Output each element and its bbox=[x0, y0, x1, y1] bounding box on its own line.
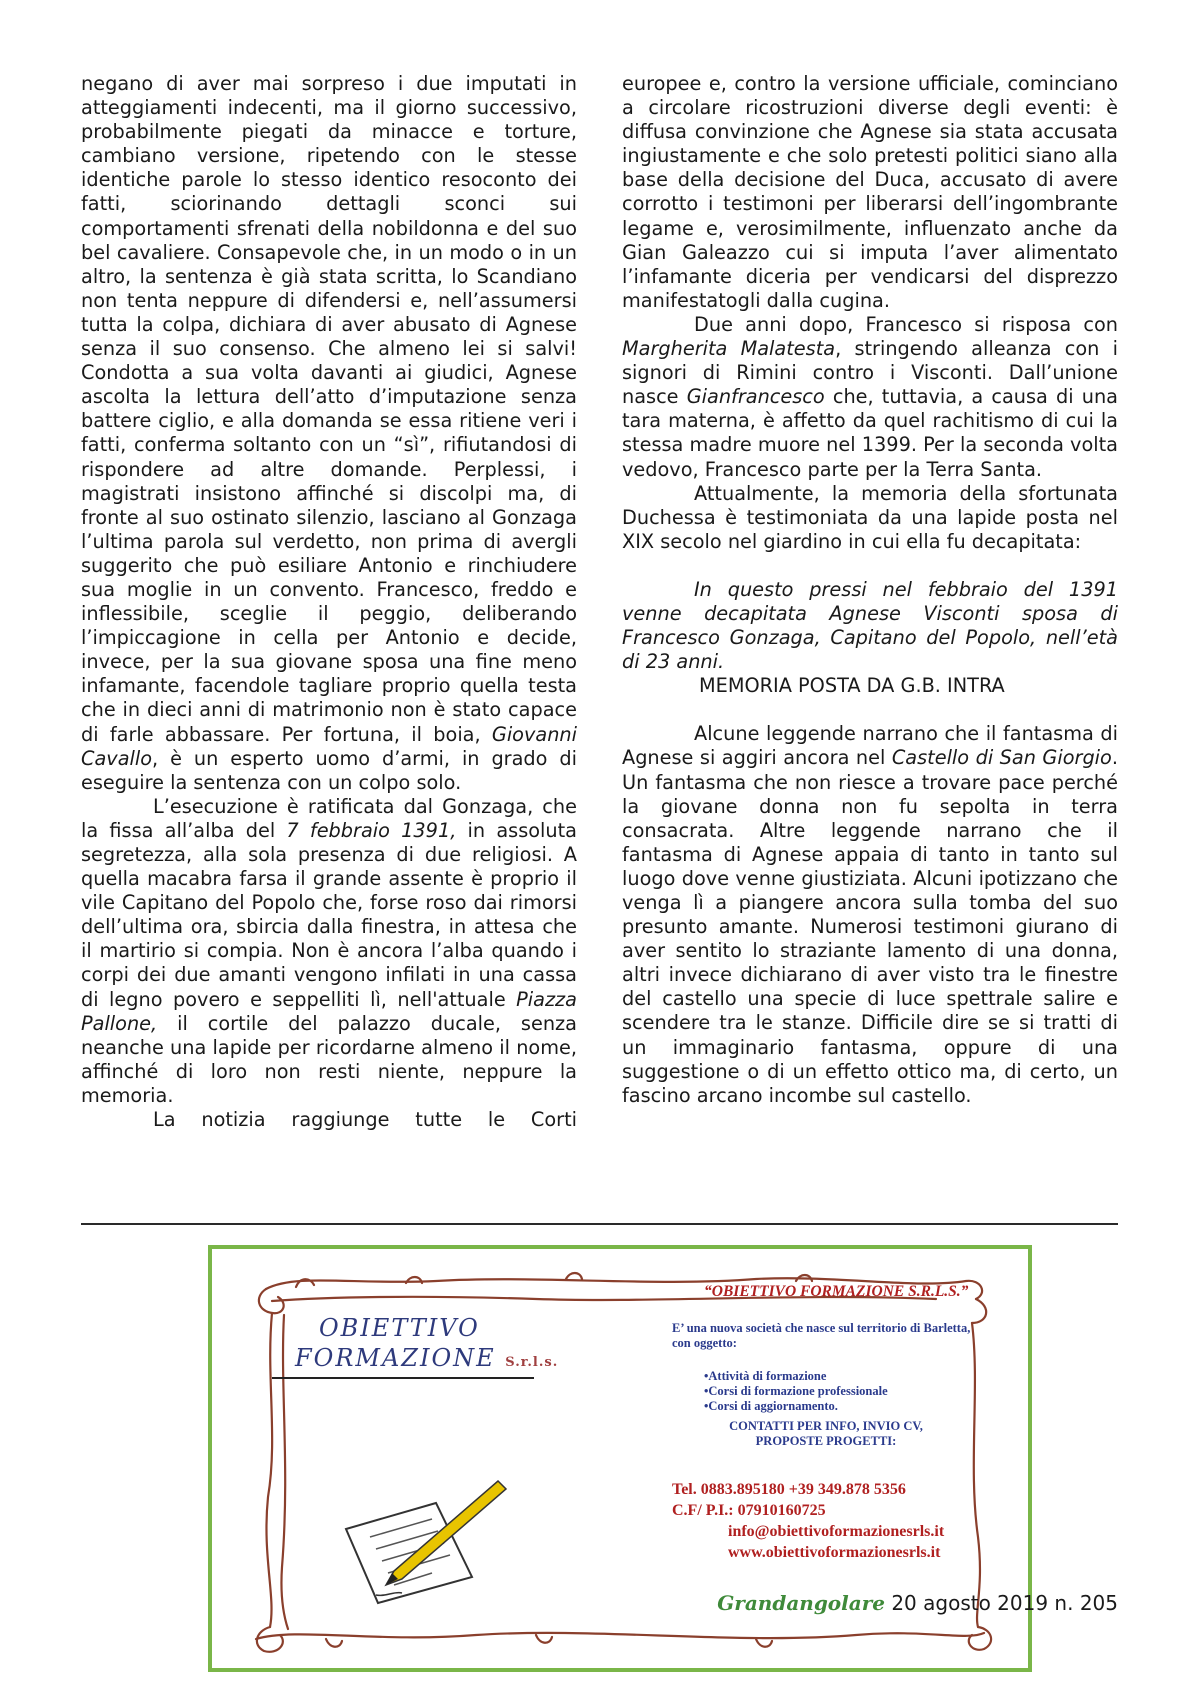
phone-numbers: Tel. 0883.895180 +39 349.878 5356 bbox=[672, 1481, 906, 1498]
left-column bbox=[81, 72, 577, 1132]
logo-line-2: FORMAZIONE S.r.l.s. bbox=[295, 1344, 559, 1372]
execution-date: 7 febbraio 1391, bbox=[286, 818, 457, 842]
ad-contacts-title: CONTATTI PER INFO, INVIO CV, PROPOSTE PROGETTI: bbox=[729, 1419, 923, 1448]
paragraph: Attualmente, la memoria della sfortunata Duchessa è testimoniata da una lapide posta nel XIX secolo nel giardino in cui ella fu decapitata: bbox=[622, 481, 1118, 553]
tax-code: C.F/ P.I.: 07910160725 bbox=[672, 1502, 826, 1519]
epitaph: In questo pressi nel febbraio del 1391 venne decapitata Agnese Visconti sposa di Francesco Gonzaga, Capitano del Popolo, nell’età di 23 anni. bbox=[622, 577, 1118, 674]
magazine-name: Grandangolare bbox=[717, 1591, 885, 1615]
paragraph: negano di aver mai sorpreso i due imputati in atteggiamenti indecenti, ma il giorno successivo, probabilmente piegati da minacce e torture, cambiano versione, ripetendo con le stesse identiche parole lo stesso identico resoconto dei fatti, sciorinando dettagli sconci sui comportamenti sfrenati della nobildonna e del suo bel cavaliere. Consapevole che, in un modo o in un altro, la sentenza è già stata scritta, lo Scandiano non tenta neppure di difendersi e, nell’assumersi tutta la colpa, dichiara di aver abusato di Agnese senza il suo consenso. Che almeno lei si salvi! Condotta a sua volta davanti ai giudici, Agnese ascolta la lettura dell’atto d’imputazione senza battere ciglio, e alla domanda se essa ritiene veri i fatti, conferma soltanto con un “sì”, rifiutandosi di rispondere ad altre domande. Perplessi, i magistrati insistono affinché si discolpi ma, di fronte al suo ostinato silenzio, lasciano al Gonzaga l’ultima parola sul verdetto, non prima di avergli suggerito che può esiliare Antonio e rinchiudere sua moglie in un convento. Francesco, freddo e inflessibile, sceglie il peggio, deliberando l’impiccagione in cella per Antonio e decide, invece, per la sua giovane sposa una fine meno infamante, facendole tagliare proprio quella testa che in dieci anni di matrimonio non è stato capace di farle abbassare. Per fortuna, il boia, Giovanni Cavallo, è un esperto uomo d’armi, in grado di eseguire la sentenza con un colpo solo. bbox=[81, 72, 577, 794]
page-footer bbox=[717, 1591, 1118, 1615]
paragraph: europee e, contro la versione ufficiale, cominciano a circolare ricostruzioni diverse degli eventi: è diffusa convinzione che Agnese sia stata accusata ingiustamente e che solo pretesti politici siano alla base della decisione del Duca, accusato di avere corrotto i testimoni per liberarsi dell’ingombrante legame e, verosimilmente, influenzato anche da Gian Galeazzo cui si imputa l’aver alimentato l’infamante diceria per vendicarsi del disprezzo manifestatogli dalla cugina. bbox=[622, 72, 1118, 312]
ad-description: E’ una nuova società che nasce sul territorio di Barletta, con oggetto: bbox=[672, 1321, 971, 1350]
list-item: • Corsi di formazione professionale bbox=[704, 1384, 888, 1399]
email-link[interactable]: info@obiettivoformazionesrls.it bbox=[728, 1523, 945, 1540]
executioner-name: Giovanni Cavallo bbox=[81, 722, 577, 770]
ad-headline: “OBIETTIVO FORMAZIONE S.R.L.S.” bbox=[704, 1283, 969, 1300]
place-name: Piazza Pallone, bbox=[81, 987, 577, 1035]
section-divider bbox=[81, 1223, 1118, 1225]
list-item: • Attività di formazione bbox=[704, 1369, 888, 1384]
ad-services-list bbox=[704, 1369, 888, 1414]
paragraph: L’esecuzione è ratificata dal Gonzaga, che la fissa all’alba del 7 febbraio 1391, in assoluta segretezza, alla sola presenza di due religiosi. A quella macabra farsa il grande assente è proprio il vile Capitano del Popolo che, forse roso dai rimorsi dell’ultima ora, sbircia dalla finestra, in attesa che il martirio si compia. Non è ancora l’alba quando i corpi dei due amanti vengono infilati in una cassa di legno povero e seppelliti lì, nell'attuale Piazza Pallone, il cortile del palazzo ducale, senza neanche una lapide per ricordarne almeno il nome, affinché di loro non resti niente, neppure la memoria. bbox=[81, 794, 577, 1107]
list-item: • Corsi di aggiornamento. bbox=[704, 1399, 888, 1414]
logo-line-1: OBIETTIVO bbox=[319, 1314, 480, 1342]
website-link[interactable]: www.obiettivoformazionesrls.it bbox=[728, 1544, 941, 1561]
pen-and-paper-icon bbox=[346, 1481, 506, 1603]
logo-underline bbox=[272, 1377, 534, 1379]
issue-info: 20 agosto 2019 n. 205 bbox=[884, 1591, 1118, 1615]
right-column bbox=[622, 72, 1118, 1108]
ad-contact-details bbox=[672, 1479, 944, 1563]
epitaph-signature: MEMORIA POSTA DA G.B. INTRA bbox=[699, 674, 1005, 698]
paragraph: Alcune leggende narrano che il fantasma di Agnese si aggiri ancora nel Castello di San Giorgio. Un fantasma che non riesce a trovare pace perché la giovane donna non fu sepolta in terra consacrata. Altre leggende narrano che il fantasma di Agnese appaia di tanto in tanto sul luogo dove venne giustiziata. Alcuni ipotizzano che venga lì a piangere ancora sulla tomba del suo presunto amante. Numerosi testimoni giurano di aver sentito lo straziante lamento di una donna, altri invece dichiarano di aver visto tra le finestre del castello una specie di luce spettrale salire e scendere tra le stanze. Difficile dire se si tratti di un immaginario fantasma, oppure di una suggestione o di un effetto ottico ma, di certo, un fascino arcano incombe sul castello. bbox=[622, 722, 1118, 1107]
paragraph: Due anni dopo, Francesco si risposa con Margherita Malatesta, stringendo alleanza con i signori di Rimini contro i Visconti. Dall’unione nasce Gianfrancesco che, tuttavia, a causa di una tara materna, è affetto da quel rachitismo di cui la stessa madre muore nel 1399. Per la seconda volta vedovo, Francesco parte per la Terra Santa. bbox=[622, 312, 1118, 481]
paragraph: La notizia raggiunge tutte le Corti bbox=[153, 1108, 577, 1132]
